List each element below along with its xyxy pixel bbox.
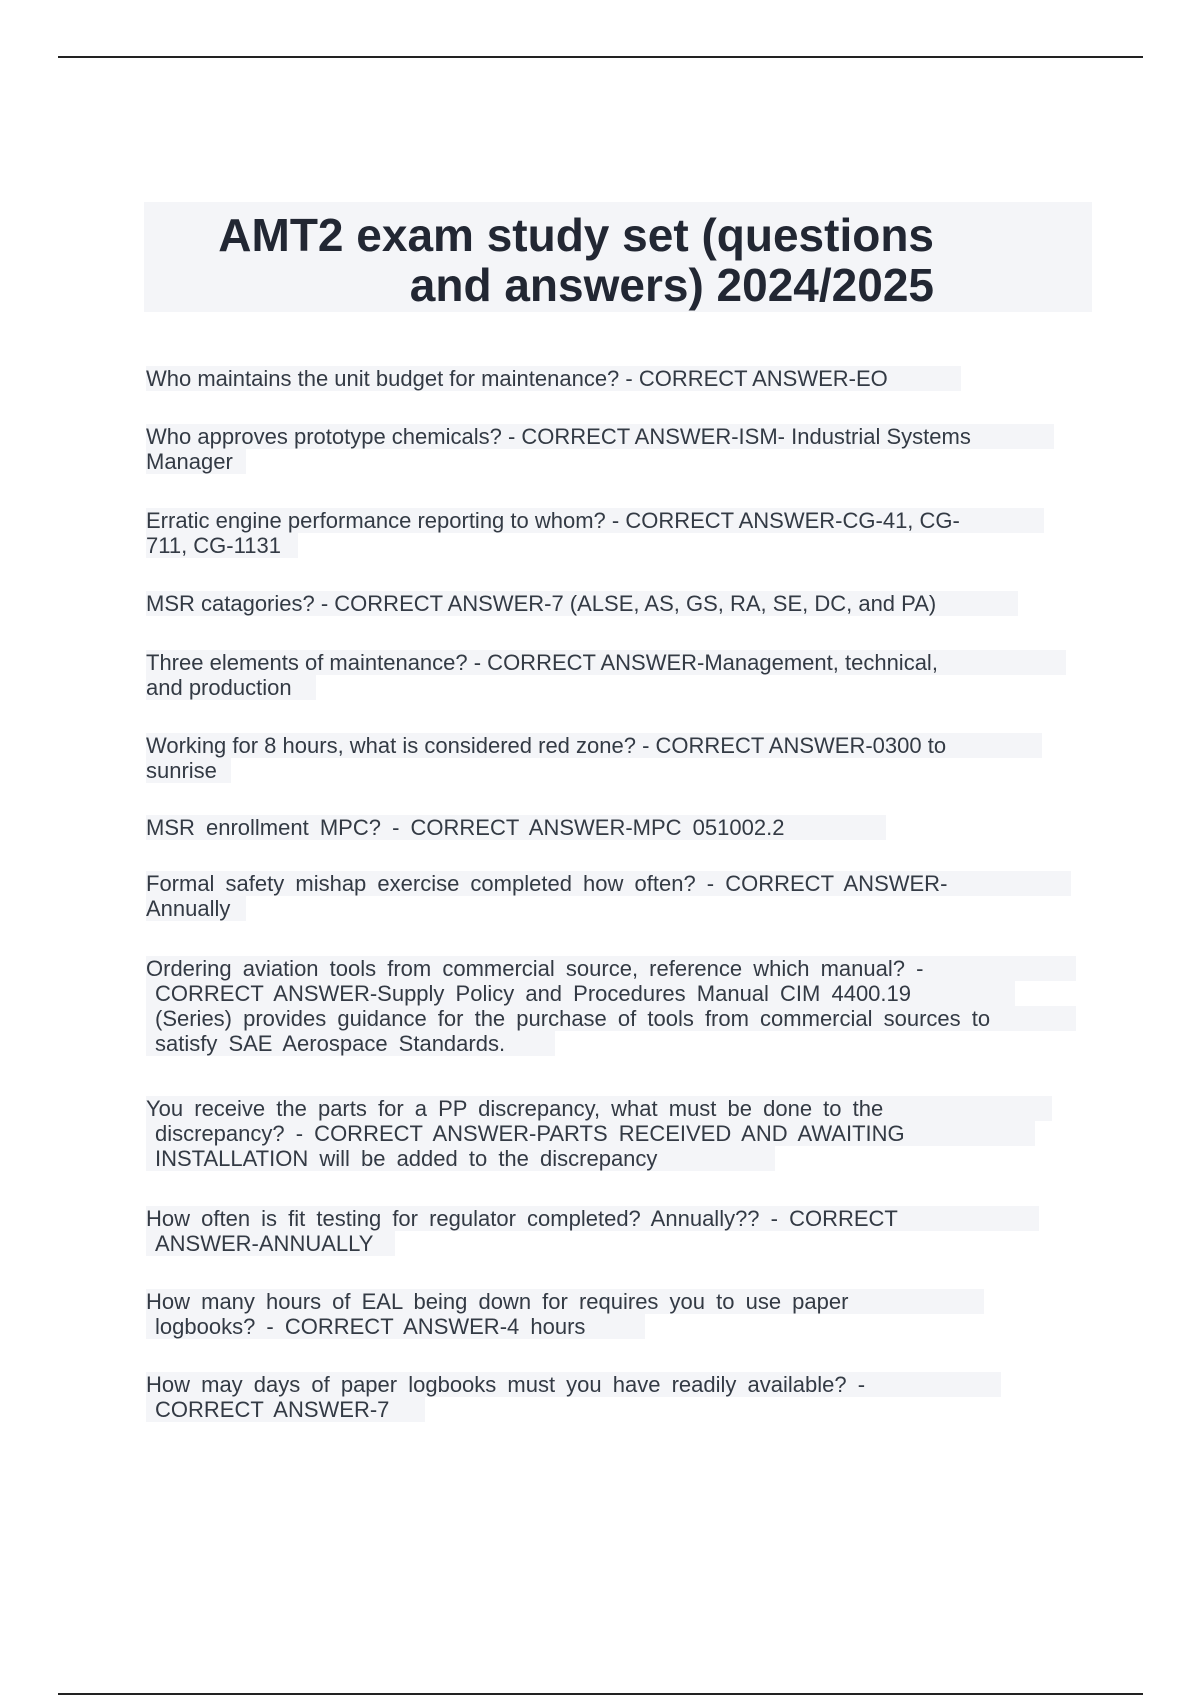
qa-line: How often is fit testing for regulator completed? Annually?? - CORRECT: [146, 1206, 1039, 1231]
qa-line: Erratic engine performance reporting to whom? - CORRECT ANSWER-CG-41, CG-: [146, 508, 1044, 533]
footer-rule: [58, 1693, 1143, 1695]
qa-item: [146, 650, 1066, 700]
qa-line: (Series) provides guidance for the purchase of tools from commercial sources to: [146, 1006, 1076, 1031]
qa-line: Manager: [146, 449, 246, 474]
qa-item: [146, 956, 1076, 1056]
title-line-2: and answers) 2024/2025: [409, 259, 934, 311]
title-line-1: AMT2 exam study set (questions: [218, 209, 934, 261]
qa-item: [146, 508, 1044, 558]
qa-item: [146, 815, 886, 840]
title-block: [144, 202, 1092, 312]
qa-line: 711, CG-1131: [146, 533, 298, 558]
qa-line: sunrise: [146, 758, 231, 783]
qa-line: CORRECT ANSWER-7: [146, 1397, 425, 1422]
qa-item: [146, 733, 1042, 783]
qa-item: [146, 1372, 1001, 1422]
qa-item: [146, 1206, 1039, 1256]
qa-item: [146, 591, 1018, 616]
qa-line: INSTALLATION will be added to the discrepancy: [146, 1146, 775, 1171]
qa-line: ANSWER-ANNUALLY: [146, 1231, 395, 1256]
qa-item: [146, 366, 961, 391]
qa-line: Who maintains the unit budget for maintenance? - CORRECT ANSWER-EO: [146, 366, 961, 391]
qa-line: MSR enrollment MPC? - CORRECT ANSWER-MPC 051002.2: [146, 815, 886, 840]
qa-item: [146, 1289, 984, 1339]
qa-line: Working for 8 hours, what is considered red zone? - CORRECT ANSWER-0300 to: [146, 733, 1042, 758]
qa-line: logbooks? - CORRECT ANSWER-4 hours: [146, 1314, 645, 1339]
qa-line: Three elements of maintenance? - CORRECT ANSWER-Management, technical,: [146, 650, 1066, 675]
qa-item: [146, 424, 1054, 474]
qa-item: [146, 1096, 1052, 1171]
qa-line: satisfy SAE Aerospace Standards.: [146, 1031, 555, 1056]
qa-line: discrepancy? - CORRECT ANSWER-PARTS RECEIVED AND AWAITING: [146, 1121, 1035, 1146]
document-title: [194, 210, 934, 310]
qa-line: How may days of paper logbooks must you have readily available? -: [146, 1372, 1001, 1397]
qa-line: Ordering aviation tools from commercial source, reference which manual? -: [146, 956, 1076, 981]
qa-line: CORRECT ANSWER-Supply Policy and Procedures Manual CIM 4400.19: [146, 981, 1015, 1006]
qa-item: [146, 871, 1071, 921]
qa-line: Who approves prototype chemicals? - CORRECT ANSWER-ISM- Industrial Systems: [146, 424, 1054, 449]
qa-line: Annually: [146, 896, 246, 921]
header-rule: [58, 56, 1143, 58]
qa-line: How many hours of EAL being down for requires you to use paper: [146, 1289, 984, 1314]
qa-line: and production: [146, 675, 316, 700]
qa-line: Formal safety mishap exercise completed how often? - CORRECT ANSWER-: [146, 871, 1071, 896]
qa-line: You receive the parts for a PP discrepancy, what must be done to the: [146, 1096, 1052, 1121]
qa-line: MSR catagories? - CORRECT ANSWER-7 (ALSE, AS, GS, RA, SE, DC, and PA): [146, 591, 1018, 616]
